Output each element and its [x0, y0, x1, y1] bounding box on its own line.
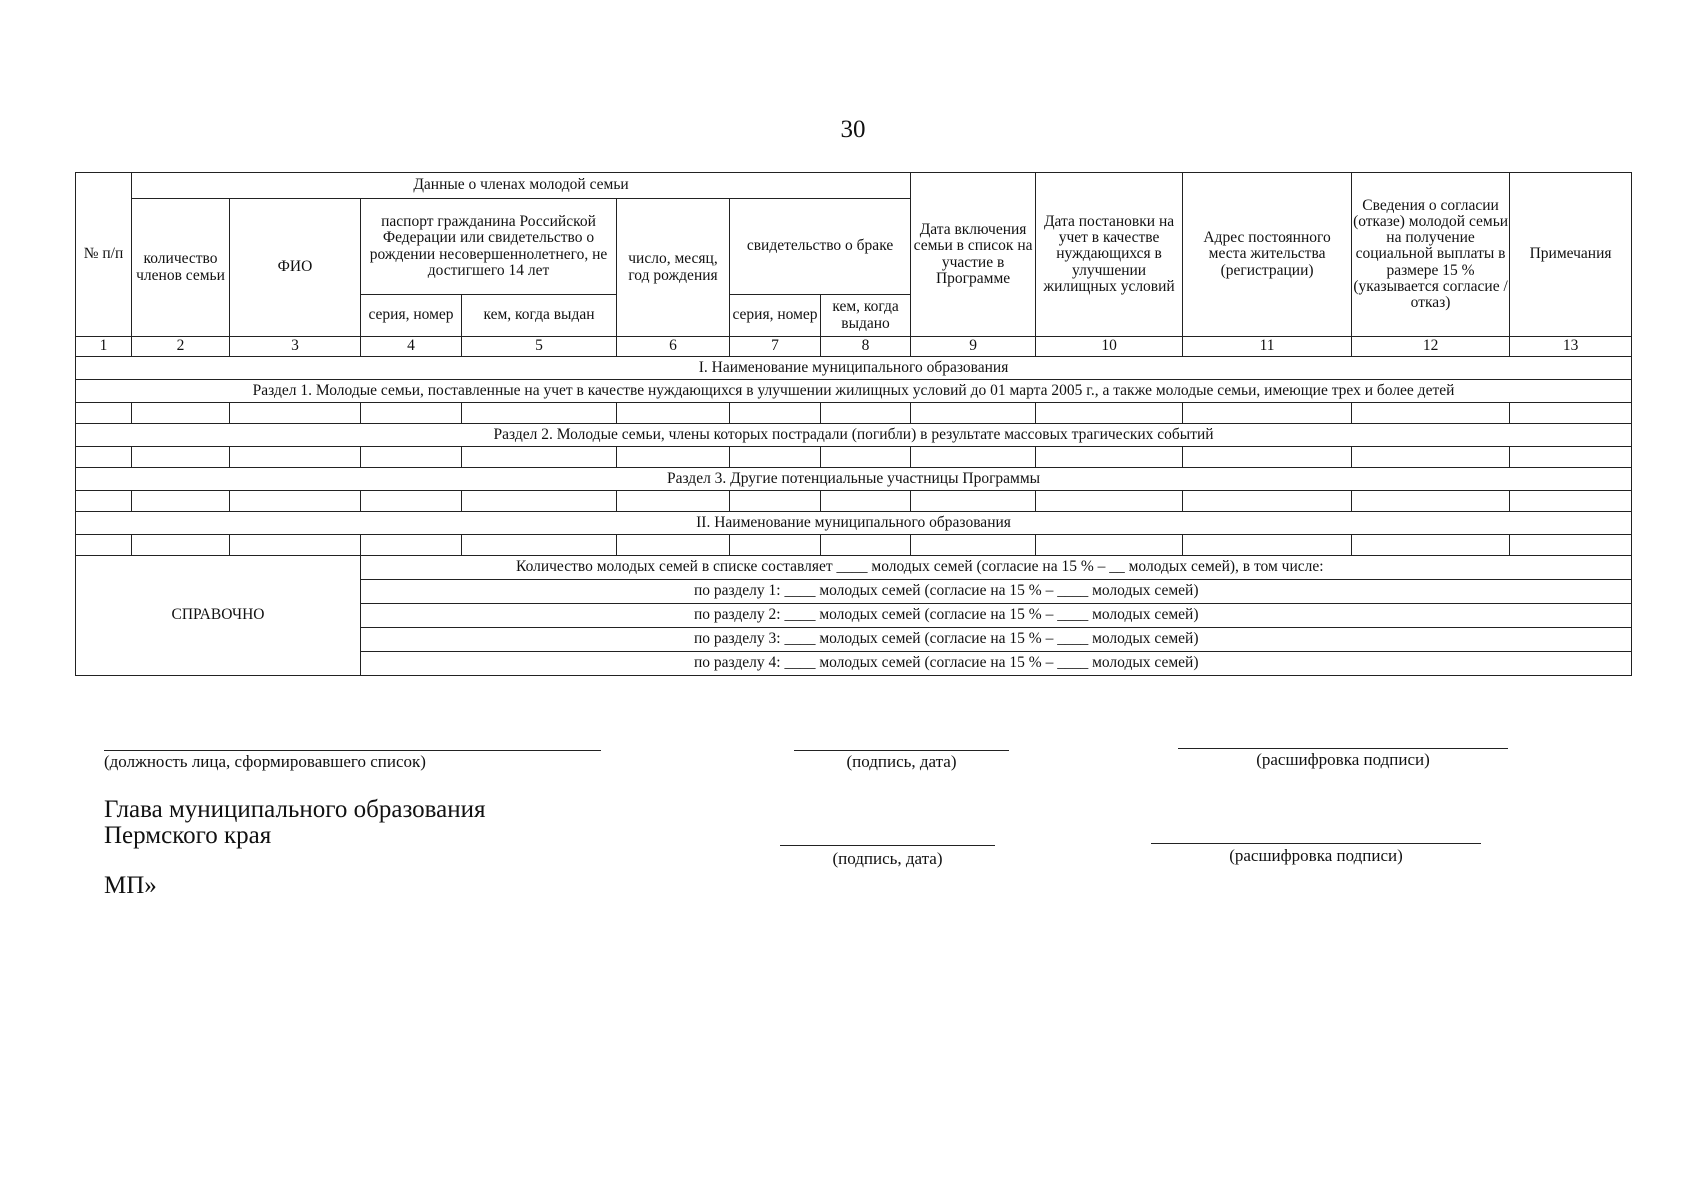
signature-date-caption-1: (подпись, дата) [846, 752, 957, 771]
column-number: 10 [1036, 337, 1183, 357]
summary-razdel-3: по разделу 3: ____ молодых семей (согласие на 15 % – ____ молодых семей) [361, 628, 1632, 652]
decoding-caption-2: (расшифровка подписи) [1229, 846, 1403, 865]
section-razdel-2: Раздел 2. Молодые семьи, члены которых пострадали (погибли) в результате массовых трагических событий [76, 424, 1632, 447]
section-razdel-1: Раздел 1. Молодые семьи, поставленные на учет в качестве нуждающихся в улучшении жилищных условий до 01 марта 2005 г., а также молодые семьи, имеющие трех и более детей [76, 380, 1632, 403]
summary-razdel-4: по разделу 4: ____ молодых семей (согласие на 15 % – ____ молодых семей) [361, 652, 1632, 676]
header-marriage-cert: свидетельство о браке [730, 199, 911, 295]
column-number: 1 [76, 337, 132, 357]
decoding-line-1 [1178, 748, 1508, 749]
column-number: 2 [132, 337, 230, 357]
header-marriage-issued: кем, когда выдано [821, 295, 911, 337]
position-caption: (должность лица, сформировавшего список) [104, 752, 426, 771]
header-family-data: Данные о членах молодой семьи [132, 173, 911, 199]
header-consent: Сведения о согласии (отказе) молодой семьи на получение социальной выплаты в размере 15 % (указывается согласие / отказ) [1352, 173, 1510, 337]
column-number-row [76, 337, 1632, 357]
summary-total: Количество молодых семей в списке составляет ____ молодых семей (согласие на 15 % – __ молодых семей), в том числе: [361, 556, 1632, 580]
column-number: 6 [617, 337, 730, 357]
section-razdel-3: Раздел 3. Другие потенциальные участницы Программы [76, 468, 1632, 491]
column-number: 12 [1352, 337, 1510, 357]
signature-line-2 [780, 845, 995, 846]
header-members-count: количество членов семьи [132, 199, 230, 337]
column-number: 7 [730, 337, 821, 357]
page-number: 30 [840, 116, 866, 143]
header-birth-date: число, месяц, год рождения [617, 199, 730, 337]
section-municipality-2: II. Наименование муниципального образования [76, 512, 1632, 535]
empty-row [76, 491, 1632, 512]
header-passport: паспорт гражданина Российской Федерации или свидетельство о рождении несовершеннолетнего, не достигшего 14 лет [361, 199, 617, 295]
summary-razdel-2: по разделу 2: ____ молодых семей (согласие на 15 % – ____ молодых семей) [361, 604, 1632, 628]
header-registration-date: Дата постановки на учет в качестве нуждающихся в улучшении жилищных условий [1036, 173, 1183, 337]
header-num: № п/п [76, 173, 132, 337]
column-number: 3 [230, 337, 361, 357]
head-title-line-1: Глава муниципального образования [104, 796, 486, 823]
section-municipality-1: I. Наименование муниципального образования [76, 357, 1632, 380]
column-number: 4 [361, 337, 462, 357]
reference-label: СПРАВОЧНО [76, 556, 361, 676]
header-inclusion-date: Дата включения семьи в список на участие в Программе [911, 173, 1036, 337]
stamp-label: МП» [104, 872, 157, 899]
head-title-line-2: Пермского края [104, 822, 272, 849]
header-passport-series: серия, номер [361, 295, 462, 337]
column-number: 5 [462, 337, 617, 357]
empty-row [76, 535, 1632, 556]
empty-row [76, 403, 1632, 424]
header-marriage-series: серия, номер [730, 295, 821, 337]
column-number: 13 [1510, 337, 1632, 357]
empty-row [76, 447, 1632, 468]
column-number: 11 [1183, 337, 1352, 357]
position-signature-line [104, 750, 601, 751]
header-passport-issued: кем, когда выдан [462, 295, 617, 337]
signature-date-caption-2: (подпись, дата) [832, 849, 943, 868]
signature-line-1 [794, 750, 1009, 751]
decoding-caption-1: (расшифровка подписи) [1256, 750, 1430, 769]
header-address: Адрес постоянного места жительства (регистрации) [1183, 173, 1352, 337]
family-list-table [75, 172, 1632, 676]
column-number: 8 [821, 337, 911, 357]
summary-razdel-1: по разделу 1: ____ молодых семей (согласие на 15 % – ____ молодых семей) [361, 580, 1632, 604]
header-fio: ФИО [230, 199, 361, 337]
header-notes: Примечания [1510, 173, 1632, 337]
column-number: 9 [911, 337, 1036, 357]
decoding-line-2 [1151, 843, 1481, 844]
